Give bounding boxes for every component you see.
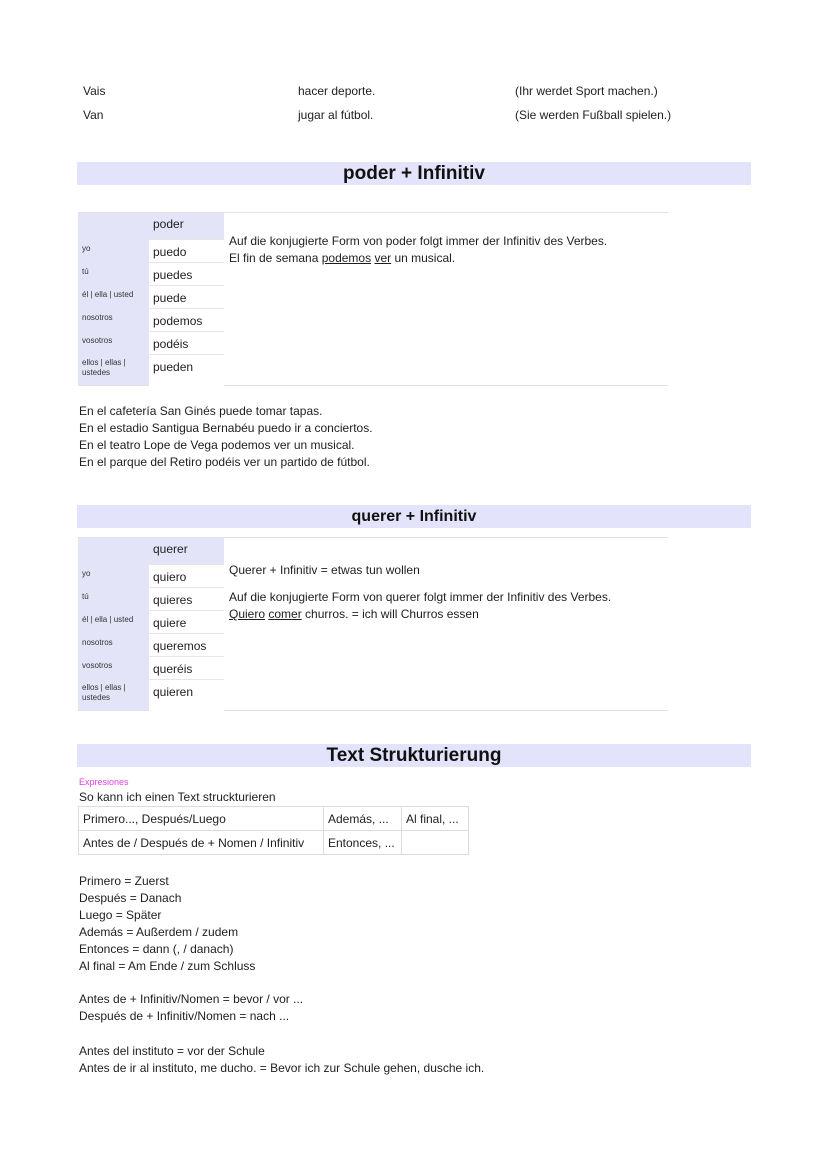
verb-form: quiere — [149, 610, 224, 633]
table-row — [78, 262, 224, 285]
verb-form: podemos — [149, 308, 224, 331]
verb-form: puedes — [149, 262, 224, 285]
table-row — [78, 656, 224, 679]
grammar-note — [229, 562, 611, 623]
table-row — [78, 285, 224, 308]
subject: Van — [83, 108, 104, 122]
table-cell: Antes de / Después de + Nomen / Infinitiv — [79, 831, 324, 855]
pronoun: nosotros — [82, 313, 113, 322]
verb-form: queréis — [149, 656, 224, 679]
example-infinitive: ver — [374, 251, 392, 265]
table-row — [79, 831, 469, 855]
example-verb: Quiero — [229, 607, 266, 621]
pronoun: yo — [82, 244, 91, 253]
glossary-item: Primero = Zuerst — [79, 874, 169, 888]
table-row — [78, 587, 224, 610]
rule-text: Auf die konjugierte Form von poder folgt immer der Infinitiv des Verbes. — [229, 234, 608, 248]
example-item: Antes de ir al instituto, me ducho. = Bevor ich zur Schule gehen, dusche ich. — [79, 1061, 485, 1075]
grammar-note — [229, 233, 607, 267]
rule-text: Auf die konjugierte Form von querer folgt immer der Infinitiv des Verbes. — [229, 590, 612, 604]
example-item: Antes del instituto = vor der Schule — [79, 1044, 265, 1058]
glossary-item: Además = Außerdem / zudem — [79, 925, 239, 939]
table-cell: Primero..., Después/Luego — [79, 807, 324, 831]
table-row — [78, 308, 224, 331]
verb-form: quieres — [149, 587, 224, 610]
verb-form: puedo — [149, 239, 224, 262]
pronoun: él | ella | usted — [82, 615, 134, 624]
translation: (Sie werden Fußball spielen.) — [515, 108, 672, 122]
table-row — [79, 807, 469, 831]
table-cell: Al final, ... — [402, 807, 469, 831]
pronoun: él | ella | usted — [82, 290, 134, 299]
sentence: En el teatro Lope de Vega podemos ver un musical. — [79, 438, 355, 452]
example-sentences-poder — [79, 403, 373, 471]
verb-form: pueden — [149, 354, 224, 386]
glossary-list — [79, 873, 255, 975]
preposition-item: Antes de + Infinitiv/Nomen = bevor / vor ... — [79, 992, 304, 1006]
table-row — [78, 239, 224, 262]
pronoun: vosotros — [82, 336, 113, 345]
pronoun: nosotros — [82, 638, 113, 647]
expresiones-label: Expresiones — [79, 777, 129, 787]
sentence: En el parque del Retiro podéis ver un partido de fútbol. — [79, 455, 370, 469]
section-heading-poder: poder + Infinitiv — [77, 162, 751, 185]
subject: Vais — [83, 84, 106, 98]
table-row — [78, 564, 224, 587]
verb-form: puede — [149, 285, 224, 308]
glossary-item: Después = Danach — [79, 891, 182, 905]
verb-form: podéis — [149, 331, 224, 354]
verb-header: querer — [149, 538, 224, 564]
glossary-item: Entonces = dann (, / danach) — [79, 942, 234, 956]
translation: (Ihr werdet Sport machen.) — [515, 84, 658, 98]
pronoun: ellos | ellas | ustedes — [82, 683, 126, 702]
section-heading-querer: querer + Infinitiv — [77, 505, 751, 528]
example-sentence: Quiero comer churros. = ich will Churros essen — [229, 607, 479, 621]
intro-row — [83, 108, 743, 126]
table-row — [78, 679, 224, 711]
verb-header: poder — [149, 213, 224, 239]
meaning-text: Querer + Infinitiv = etwas tun wollen — [229, 563, 420, 577]
sentence: En el estadio Santigua Bernabéu puedo ir a conciertos. — [79, 421, 373, 435]
table-row — [78, 610, 224, 633]
pronoun: tú — [82, 267, 89, 276]
table-cell: Entonces, ... — [324, 831, 402, 855]
verb-form: queremos — [149, 633, 224, 656]
pronoun: vosotros — [82, 661, 113, 670]
pronoun: tú — [82, 592, 89, 601]
table-row — [78, 331, 224, 354]
intro-row — [83, 84, 743, 102]
table-row — [78, 633, 224, 656]
section-heading-struktur: Text Strukturierung — [77, 744, 751, 767]
glossary-item: Luego = Später — [79, 908, 162, 922]
verb-form: quiero — [149, 564, 224, 587]
pronoun: yo — [82, 569, 91, 578]
verb-form: quieren — [149, 679, 224, 711]
glossary-item: Al final = Am Ende / zum Schluss — [79, 959, 256, 973]
sentence: En el cafetería San Ginés puede tomar tapas. — [79, 404, 323, 418]
pronoun: ellos | ellas | ustedes — [82, 358, 126, 377]
example-sentence: El fin de semana podemos ver un musical. — [229, 251, 456, 265]
table-cell — [402, 831, 469, 855]
example-infinitive: comer — [268, 607, 302, 621]
connector-table — [78, 806, 469, 855]
infinitive: jugar al fútbol. — [298, 108, 374, 122]
preposition-list — [79, 991, 303, 1025]
infinitive: hacer deporte. — [298, 84, 376, 98]
example-list — [79, 1043, 484, 1077]
conjugation-table-querer — [78, 537, 668, 711]
struktur-intro: So kann ich einen Text struckturieren — [79, 790, 276, 804]
table-cell: Además, ... — [324, 807, 402, 831]
example-verb: podemos — [321, 251, 372, 265]
preposition-item: Después de + Infinitiv/Nomen = nach ... — [79, 1009, 290, 1023]
conjugation-table-poder — [78, 212, 668, 386]
table-row — [78, 354, 224, 386]
